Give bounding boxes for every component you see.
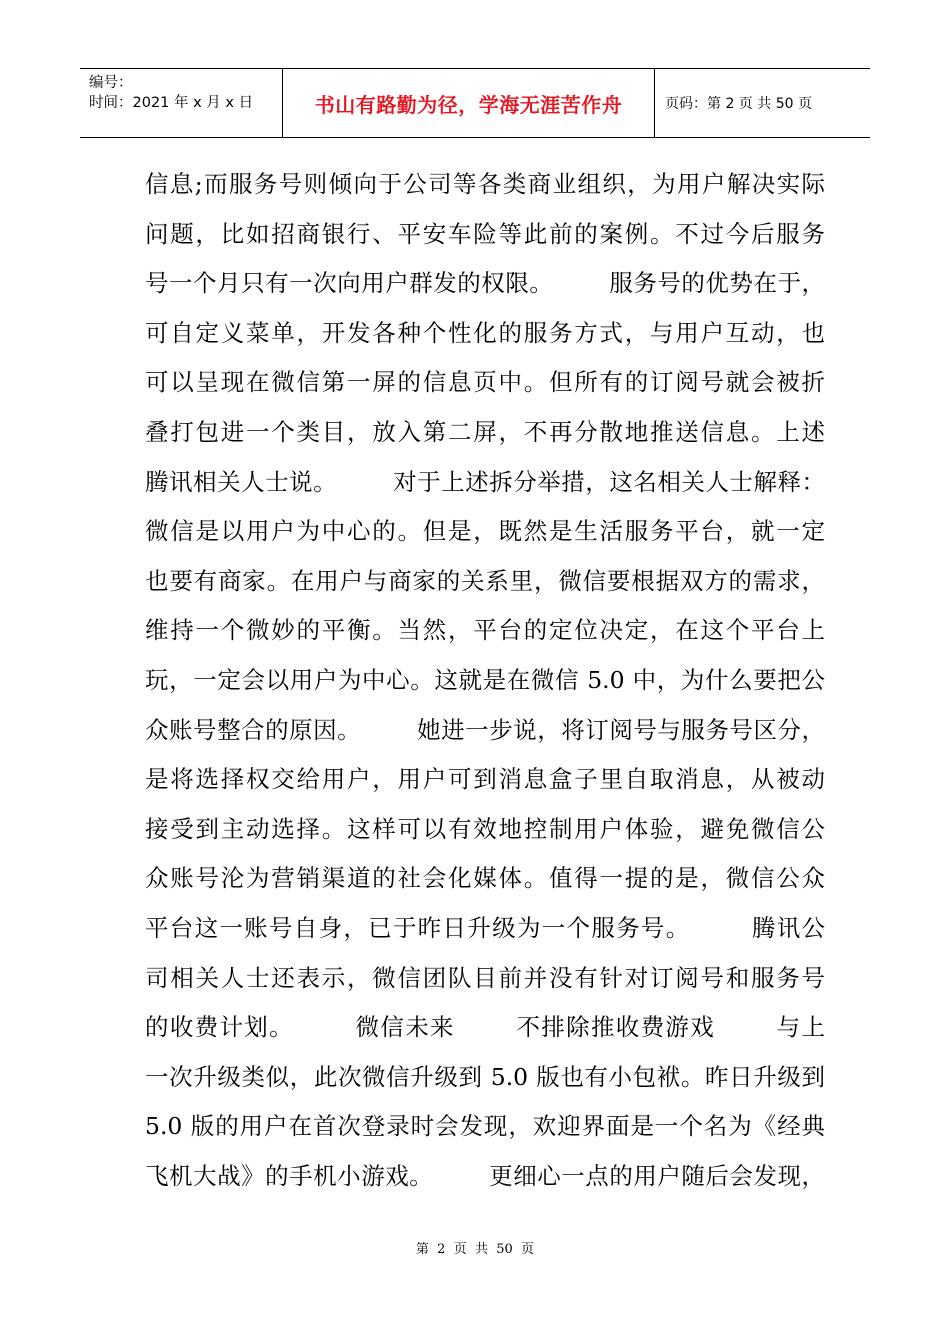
body-line: 问题，比如招商银行、平安车险等此前的案例。不过今后服务 xyxy=(145,219,825,248)
body-line: 微信是以用户为中心的。但是，既然是生活服务平台，就一定 xyxy=(145,517,825,546)
body-line: 号一个月只有一次向用户群发的权限。 服务号的优势在于， xyxy=(145,269,825,298)
body-line: 叠打包进一个类目，放入第二屏，不再分散地推送信息。上述 xyxy=(145,417,825,446)
body-line: 众账号沦为营销渠道的社会化媒体。值得一提的是，微信公众 xyxy=(145,864,825,893)
body-line: 可以呈现在微信第一屏的信息页中。但所有的订阅号就会被折 xyxy=(145,368,825,397)
body-line: 是将选择权交给用户，用户可到消息盒子里自取消息，从被动 xyxy=(145,765,825,794)
body-line: 众账号整合的原因。 她进一步说，将订阅号与服务号区分， xyxy=(145,715,825,744)
body-line: 也要有商家。在用户与商家的关系里，微信要根据双方的需求， xyxy=(145,566,825,595)
article-body xyxy=(145,160,825,1201)
body-line: 司相关人士还表示，微信团队目前并没有针对订阅号和服务号 xyxy=(145,963,825,992)
header-motto: 书山有路勤为径，学海无涯苦作舟 xyxy=(314,92,623,117)
body-line: 平台这一账号自身，已于昨日升级为一个服务号。 腾讯公 xyxy=(145,913,825,942)
body-line: 腾讯相关人士说。 对于上述拆分举措，这名相关人士解释： xyxy=(145,467,825,496)
body-line: 飞机大战》的手机小游戏。 更细心一点的用户随后会发现， xyxy=(145,1161,825,1190)
body-line: 可自定义菜单，开发各种个性化的服务方式，与用户互动，也 xyxy=(145,318,825,347)
body-line: 的收费计划。 微信未来 不排除推收费游戏 与上 xyxy=(145,1013,825,1042)
page-header xyxy=(80,68,870,138)
body-line: 5.0 版的用户在首次登录时会发现，欢迎界面是一个名为《经典 xyxy=(145,1112,825,1141)
date-label: 时间：2021 年 x 月 x 日 xyxy=(89,95,254,111)
body-line: 一次升级类似，此次微信升级到 5.0 版也有小包袱。昨日升级到 xyxy=(145,1062,825,1091)
page-footer: 第 2 页 共 50 页 xyxy=(415,1242,535,1257)
body-line: 维持一个微妙的平衡。当然，平台的定位决定，在这个平台上 xyxy=(145,616,825,645)
header-meta xyxy=(80,69,283,137)
header-motto-cell xyxy=(283,69,655,137)
body-line: 信息;而服务号则倾向于公司等各类商业组织，为用户解决实际 xyxy=(145,170,825,198)
body-line: 玩，一定会以用户为中心。这就是在微信 5.0 中，为什么要把公 xyxy=(145,665,825,694)
header-page-info-cell xyxy=(655,69,870,137)
body-line: 接受到主动选择。这样可以有效地控制用户体验，避免微信公 xyxy=(145,814,825,843)
header-page-info: 页码：第 2 页 共 50 页 xyxy=(665,96,812,112)
serial-label: 编号： xyxy=(89,75,133,91)
